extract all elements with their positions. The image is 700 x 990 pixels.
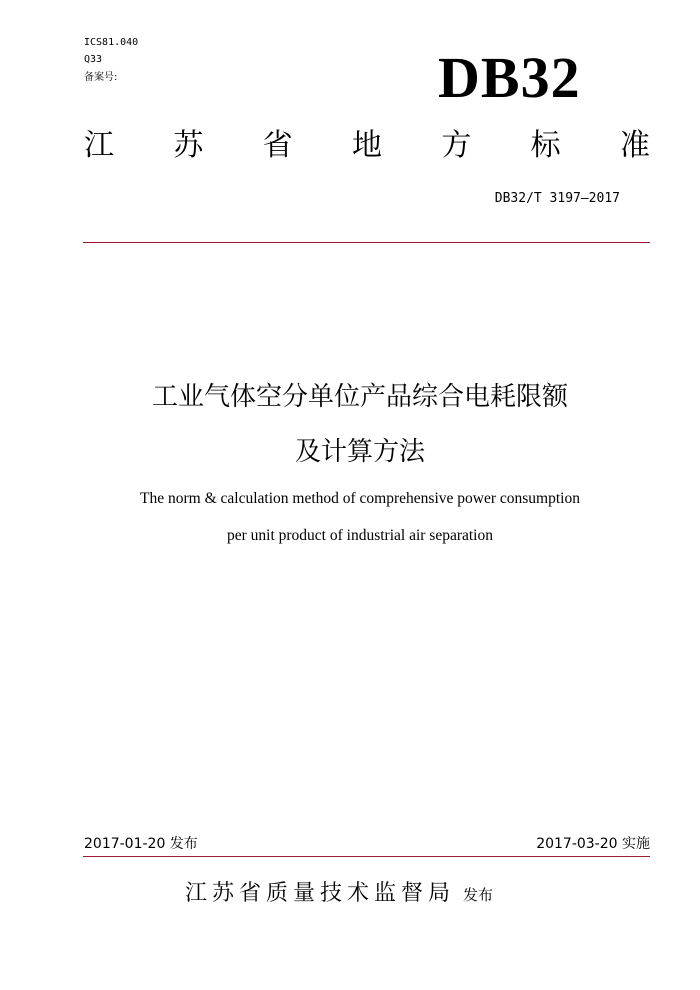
title-english-line1: The norm & calculation method of comprehensive power consumption	[140, 490, 580, 507]
publisher	[185, 876, 493, 907]
issue-date: 2017-01-20 发布	[84, 836, 198, 852]
implementation-date: 2017-03-20 实施	[536, 836, 650, 852]
standard-logo: DB32	[438, 45, 581, 110]
standard-number: DB32/T 3197—2017	[494, 191, 620, 206]
filing-number-label: 备案号:	[84, 72, 118, 83]
bottom-divider	[83, 856, 650, 857]
publisher-suffix: 发布	[463, 886, 494, 904]
standard-type-char: 地	[351, 128, 382, 163]
publisher-name: 江苏省质量技术监督局	[185, 881, 456, 906]
standard-type-char: 方	[441, 128, 472, 163]
standard-type-char: 准	[619, 128, 650, 163]
title-chinese-line2: 及计算方法	[294, 437, 425, 467]
standard-type-heading	[84, 126, 650, 166]
standard-type-char: 标	[530, 128, 561, 163]
standard-type-char: 江	[84, 128, 114, 163]
standard-type-char: 省	[262, 128, 293, 163]
title-chinese-line1: 工业气体空分单位产品综合电耗限额	[151, 382, 568, 412]
title-english-line2: per unit product of industrial air separation	[226, 527, 493, 544]
ics-code: ICS81.040	[84, 37, 139, 48]
standard-type-char: 苏	[173, 128, 204, 163]
classification-code: Q33	[84, 54, 103, 65]
top-divider	[83, 242, 650, 243]
